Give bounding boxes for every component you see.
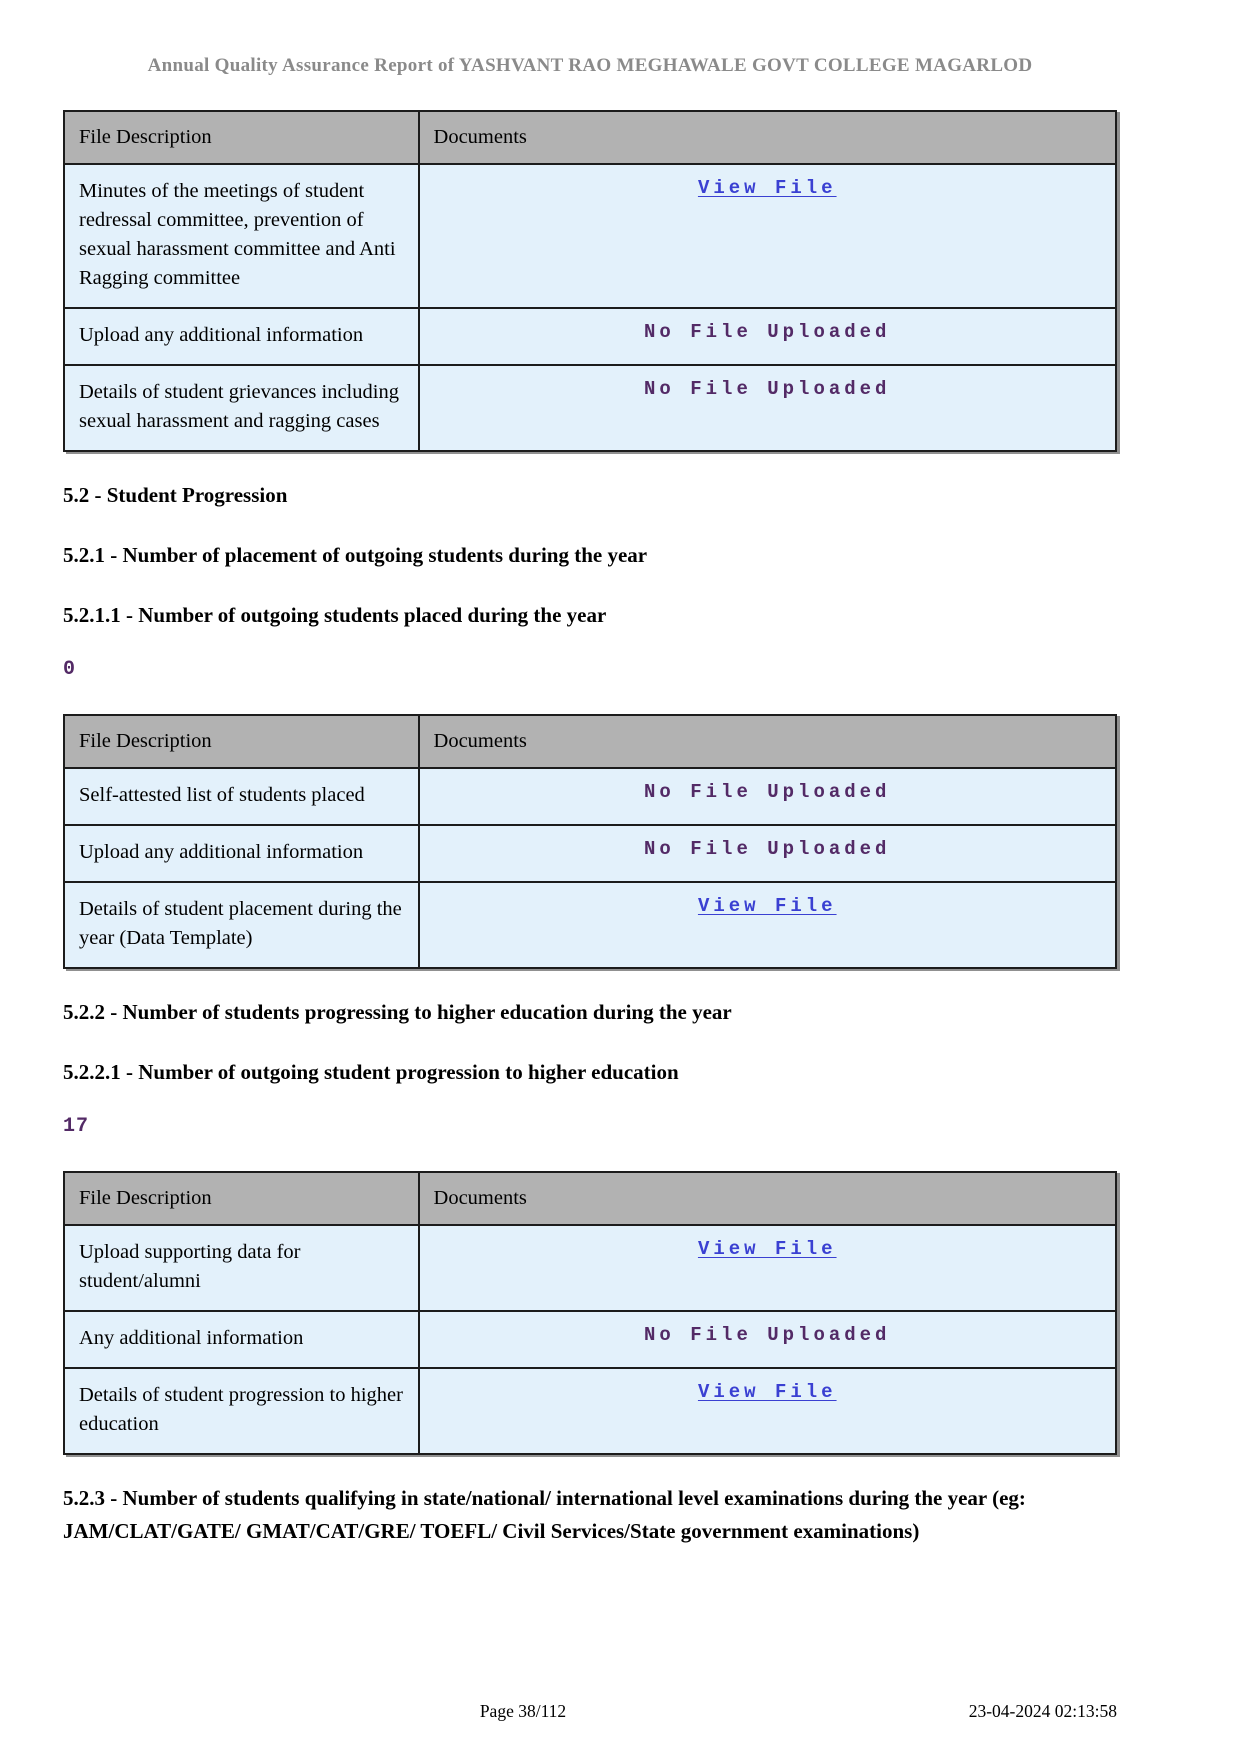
no-file-uploaded-text: No File Uploaded [644, 378, 891, 400]
report-title: Annual Quality Assurance Report of YASHVANT RAO MEGHAWALE GOVT COLLEGE MAGARLOD [147, 55, 1033, 76]
file-description-cell: Upload any additional information [64, 308, 419, 365]
document-cell [419, 164, 1116, 308]
table-row [64, 1225, 1116, 1311]
document-cell [419, 1368, 1116, 1454]
table-header-row [64, 111, 1116, 164]
page-footer [63, 1701, 1117, 1722]
placement-documents-table [63, 714, 1117, 969]
document-cell [419, 768, 1116, 825]
table-header-row [64, 715, 1116, 768]
section-heading-5-2-1: 5.2.1 - Number of placement of outgoing students during the year [63, 543, 648, 567]
document-cell [419, 1225, 1116, 1311]
no-file-uploaded-text: No File Uploaded [644, 321, 891, 343]
no-file-uploaded-text: No File Uploaded [644, 1324, 891, 1346]
page-content [63, 0, 1117, 1548]
no-file-uploaded-text: No File Uploaded [644, 781, 891, 803]
view-file-link[interactable]: View File [697, 895, 837, 917]
section-heading-5-2-2-1: 5.2.2.1 - Number of outgoing student progression to higher education [63, 1060, 679, 1084]
table-row [64, 308, 1116, 365]
document-cell [419, 308, 1116, 365]
file-description-cell: Self-attested list of students placed [64, 768, 419, 825]
file-description-cell: Upload supporting data for student/alumni [64, 1225, 419, 1311]
grievance-documents-table [63, 110, 1117, 452]
file-description-header: File Description [64, 111, 419, 164]
view-file-link[interactable]: View File [697, 177, 837, 199]
higher-education-documents-table [63, 1171, 1117, 1455]
file-description-cell: Any additional information [64, 1311, 419, 1368]
report-timestamp: 23-04-2024 02:13:58 [968, 1701, 1117, 1721]
table-header-row [64, 1172, 1116, 1225]
section-heading-5-2-2: 5.2.2 - Number of students progressing to higher education during the year [63, 1000, 732, 1024]
table-row [64, 1311, 1116, 1368]
file-description-cell: Details of student grievances including sexual harassment and ragging cases [64, 365, 419, 451]
file-description-cell: Minutes of the meetings of student redressal committee, prevention of sexual harassment committee and Anti Ragging committee [64, 164, 419, 308]
table-row [64, 768, 1116, 825]
table-row [64, 164, 1116, 308]
file-description-cell: Upload any additional information [64, 825, 419, 882]
view-file-link[interactable]: View File [697, 1238, 837, 1260]
file-description-header: File Description [64, 1172, 419, 1225]
view-file-link[interactable]: View File [697, 1381, 837, 1403]
document-cell [419, 882, 1116, 968]
students-placed-count: 0 [63, 658, 77, 681]
table-row [64, 882, 1116, 968]
document-cell [419, 1311, 1116, 1368]
file-description-cell: Details of student placement during the year (Data Template) [64, 882, 419, 968]
documents-header: Documents [419, 715, 1116, 768]
document-cell [419, 825, 1116, 882]
no-file-uploaded-text: No File Uploaded [644, 838, 891, 860]
documents-header: Documents [419, 1172, 1116, 1225]
table-row [64, 365, 1116, 451]
table-row [64, 1368, 1116, 1454]
section-heading-5-2-1-1: 5.2.1.1 - Number of outgoing students placed during the year [63, 603, 607, 627]
document-cell [419, 365, 1116, 451]
section-heading-5-2: 5.2 - Student Progression [63, 483, 288, 507]
documents-header: Documents [419, 111, 1116, 164]
higher-education-progression-count: 17 [63, 1115, 90, 1138]
file-description-header: File Description [64, 715, 419, 768]
table-row [64, 825, 1116, 882]
file-description-cell: Details of student progression to higher education [64, 1368, 419, 1454]
page-number: Page 38/112 [479, 1701, 567, 1721]
section-heading-5-2-3: 5.2.3 - Number of students qualifying in state/national/ international level examinations during the year (eg: JAM/CLAT/GATE/ GMAT/CAT/GRE/ TOEFL/ Civil Services/State government examinations) [63, 1486, 1026, 1543]
